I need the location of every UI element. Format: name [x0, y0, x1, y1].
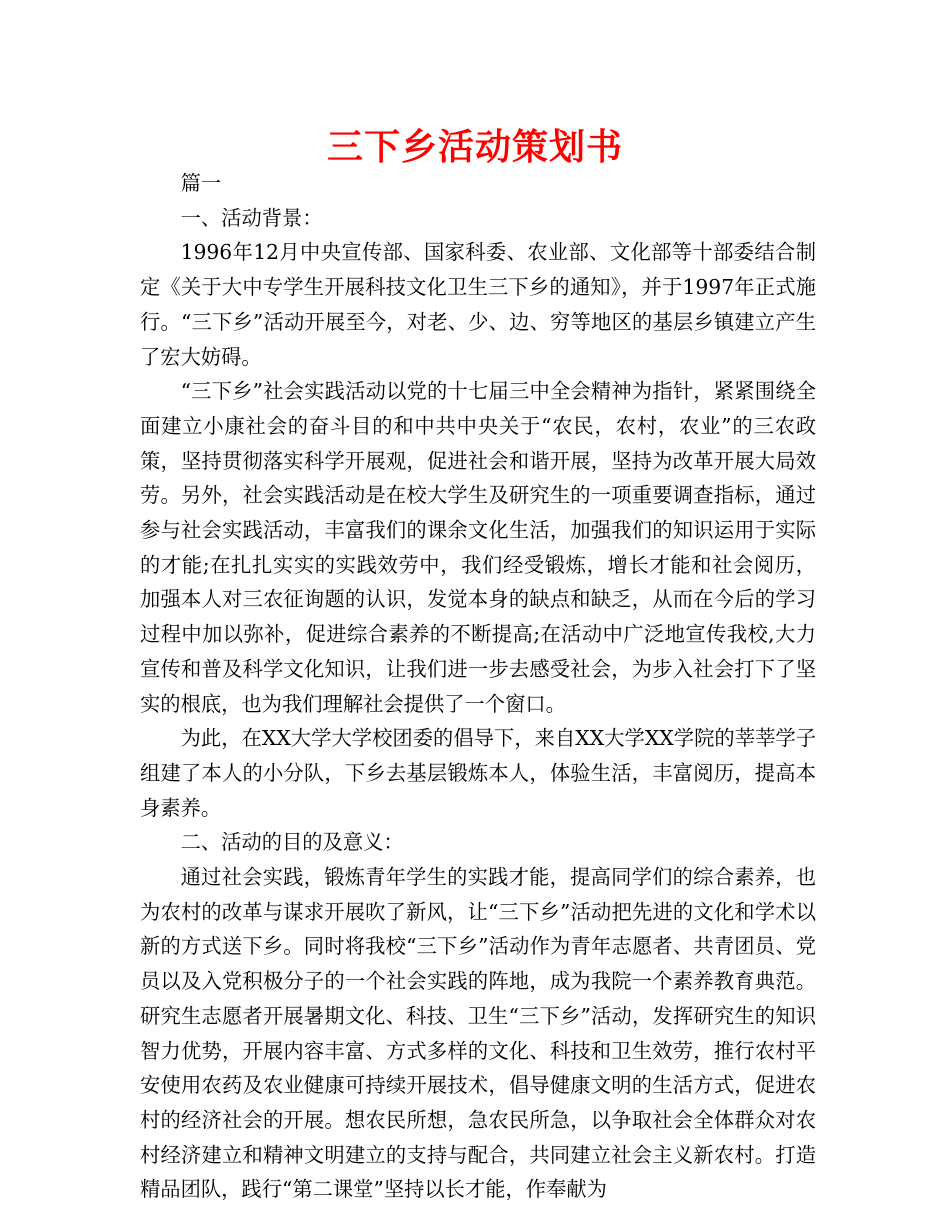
document-body: [140, 166, 816, 1207]
heading-purpose-significance: 二、活动的目的及意义：: [180, 830, 404, 855]
heading-activity-background: 一、活动背景：: [180, 205, 323, 230]
paragraph-purpose: 通过社会实践，锻炼青年学生的实践才能，提高同学们的综合素养，也为农村的改革与谋求开展吹了新风，让“三下乡”活动把先进的文化和学术以新的方式送下乡。同时将我校“三下乡”活动作为青年志愿者、共青团员、党员以及入党积极分子的一个社会实践的阵地，成为我院一个素养教育典范。研究生志愿者开展暑期文化、科技、卫生“三下乡”活动，发挥研究生的知识智力优势，开展内容丰富、方式多样的文化、科技和卫生效劳，推行农村平安使用农药及农业健康可持续开展技术，倡导健康文明的生活方式，促进农村的经济社会的开展。想农民所想，急农民所急，以争取社会全体群众对农村经济建立和精神文明建立的支持与配合，共同建立社会主义新农村。打造精品团队，践行“第二课堂”坚持以长才能，作奉献为: [140, 865, 816, 1202]
paragraph-guiding-principle: “三下乡”社会实践活动以党的十七届三中全会精神为指针，紧紧围绕全面建立小康社会的奋斗目的和中共中央关于“农民，农村，农业”的三农政策，坚持贯彻落实科学开展观，促进社会和谐开展，坚持为改革开展大局效劳。另外，社会实践活动是在校大学生及研究生的一项重要调查指标，通过参与社会实践活动，丰富我们的课余文化生活，加强我们的知识运用于实际的才能;在扎扎实实的实践效劳中，我们经受锻炼，增长才能和社会阅历，加强本人对三农征询题的认识，发觉本身的缺点和缺乏，从而在今后的学习过程中加以弥补，促进综合素养的不断提高;在活动中广泛地宣传我校,大力宣传和普及科学文化知识，让我们进一步去感受社会，为步入社会打下了坚实的根底，也为我们理解社会提供了一个窗口。: [140, 379, 816, 716]
paragraph-history: 1996年12月中央宣传部、国家科委、农业部、文化部等十部委结合制定《关于大中专学生开展科技文化卫生三下乡的通知》，并于1997年正式施行。“三下乡”活动开展至今，对老、少、边、穷等地区的基层乡镇建立产生了宏大妨碍。: [140, 240, 816, 369]
paragraph-team-formation: 为此，在XX大学大学校团委的倡导下，来自XX大学XX学院的莘莘学子组建了本人的小分队，下乡去基层锻炼本人，体验生活，丰富阅历，提高本身素养。: [140, 726, 816, 820]
paragraph-section-label: 篇一: [180, 171, 222, 195]
document-title: 三下乡活动策划书: [326, 127, 623, 168]
